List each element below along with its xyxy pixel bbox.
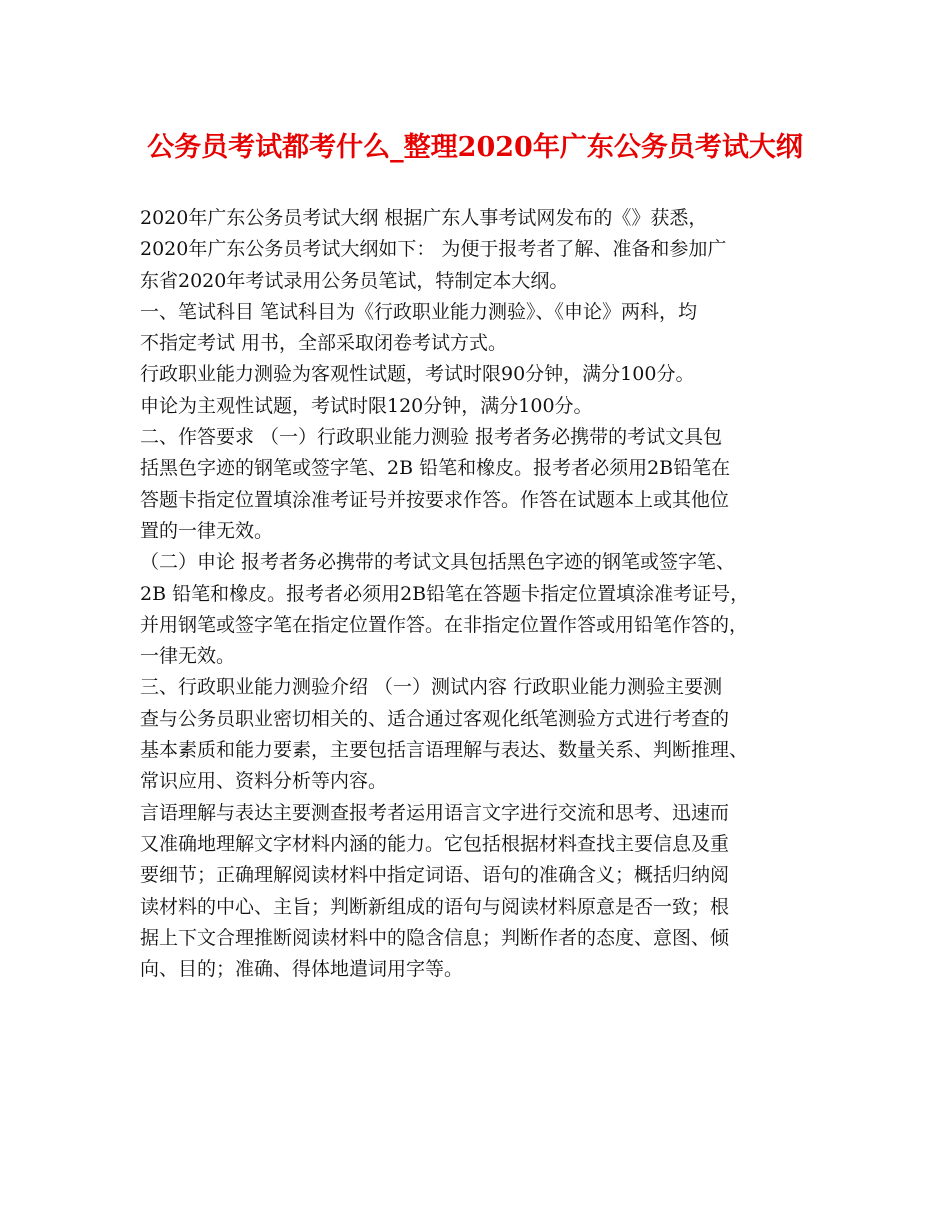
text-line: 不指定考试 用书，全部采取闭卷考试方式。 [140, 332, 508, 355]
text-line: 置的一律无效。 [140, 519, 274, 542]
text-line: 一律无效。 [140, 645, 236, 668]
text-line: 答题卡指定位置填涂准考证号并按要求作答。作答在试题本上或其他位 [140, 488, 730, 511]
text-line: 行政职业能力测验为客观性试题，考试时限90分钟，满分100分。 [140, 363, 695, 386]
text-line: 三、行政职业能力测验介绍 （一）测试内容 行政职业能力测验主要测 [140, 676, 723, 699]
text-line: 东省2020年考试录用公务员笔试，特制定本大纲。 [140, 269, 569, 292]
text-line: 言语理解与表达主要测查报考者运用语言文字进行交流和思考、迅速而 [140, 801, 730, 824]
text-line: 2B 铅笔和橡皮。报考者必须用2B铅笔在答题卡指定位置填涂准考证号， [140, 582, 750, 605]
document-title: 公务员考试都考什么_整理2020年广东公务员考试大纲 [147, 132, 803, 163]
text-line: （二）申论 报考者务必携带的考试文具包括黑色字迹的钢笔或签字笔、 [140, 551, 736, 574]
text-line: 查与公务员职业密切相关的、适合通过客观化纸笔测验方式进行考查的 [140, 707, 730, 730]
text-line: 基本素质和能力要素，主要包括言语理解与表达、数量关系、判断推理、 [140, 739, 749, 762]
text-line: 2020年广东公务员考试大纲如下： 为便于报考者了解、准备和参加广 [140, 238, 727, 261]
text-line: 2020年广东公务员考试大纲 根据广东人事考试网发布的《》获悉， [140, 207, 708, 229]
text-line: 常识应用、资料分析等内容。 [140, 770, 388, 793]
text-line: 并用钢笔或签字笔在指定位置作答。在非指定位置作答或用铅笔作答的， [140, 613, 749, 636]
text-line: 向、目的；准确、得体地遣词用字等。 [140, 958, 464, 981]
text-line: 二、作答要求 （一）行政职业能力测验 报考者务必携带的考试文具包 [140, 426, 723, 449]
text-line: 又准确地理解文字材料内涵的能力。它包括根据材料查找主要信息及重 [140, 832, 730, 855]
text-line: 据上下文合理推断阅读材料中的隐含信息；判断作者的态度、意图、倾 [140, 926, 730, 949]
text-line: 一、笔试科目 笔试科目为《行政职业能力测验》、《申论》两科，均 [140, 300, 698, 323]
text-line: 申论为主观性试题，考试时限120分钟，满分100分。 [140, 394, 593, 417]
document-body [140, 203, 830, 985]
text-line: 要细节；正确理解阅读材料中指定词语、语句的准确含义；概括归纳阅 [140, 864, 730, 887]
text-line: 括黑色字迹的钢笔或签字笔、2B 铅笔和橡皮。报考者必须用2B铅笔在 [140, 457, 731, 480]
text-line: 读材料的中心、主旨；判断新组成的语句与阅读材料原意是否一致；根 [140, 895, 730, 918]
